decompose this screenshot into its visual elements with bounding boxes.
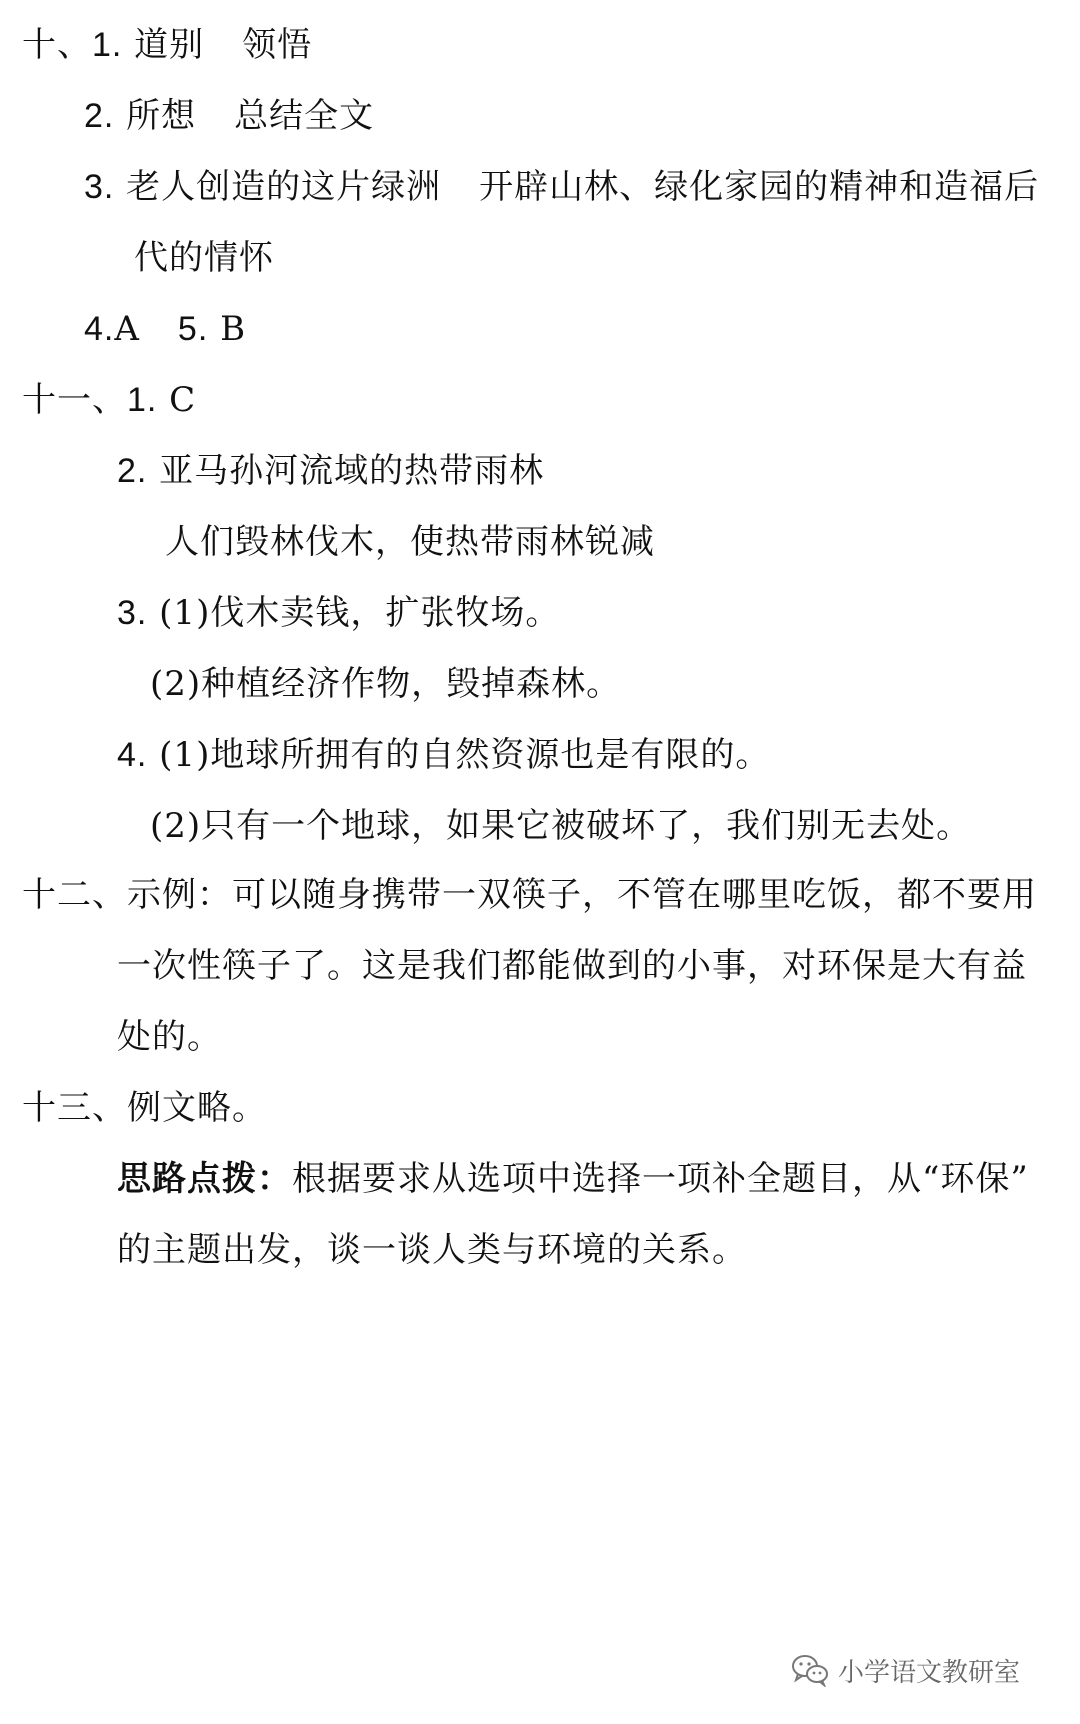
q13-number: 十三、 <box>22 1088 127 1128</box>
q11-line-4 <box>117 732 770 778</box>
q12-line-1 <box>22 872 1037 918</box>
q10-line-2 <box>84 93 374 139</box>
q10-line-3 <box>84 164 1039 210</box>
q10-item1-answer-b: 领悟 <box>242 25 313 65</box>
q13-tip-label: 思路点拨： <box>117 1159 292 1199</box>
watermark-text: 小学语文教研室 <box>838 1657 1021 1688</box>
q10-item4-answer: A <box>114 309 140 349</box>
q11-item1-number: 1. <box>127 381 158 419</box>
wechat-icon <box>790 1653 830 1687</box>
q10-item1-number: 1. <box>92 26 123 64</box>
q11-item1-answer: C <box>169 380 197 420</box>
q11-item3-number: 3. <box>117 594 148 632</box>
q10-item2-answer-a: 所想 <box>126 96 197 136</box>
q10-item2-number: 2. <box>84 97 115 135</box>
q12-text-2: 一次性筷子了。这是我们都能做到的小事，对环保是大有益 <box>117 946 1027 986</box>
q11-number: 十一、 <box>22 380 127 420</box>
q11-item4-answer-b: (2)只有一个地球，如果它被破坏了，我们别无去处。 <box>150 806 972 846</box>
q11-item2-number: 2. <box>117 452 148 490</box>
q10-item3-answer-a: 老人创造的这片绿洲 <box>126 167 442 207</box>
q10-line-4 <box>84 306 246 352</box>
q11-line-1 <box>22 377 196 423</box>
q11-item2-answer-b: 人们毁林伐木，使热带雨林锐减 <box>165 522 655 562</box>
q10-number: 十、 <box>22 25 92 65</box>
q11-item3-answer-b: (2)种植经济作物，毁掉森林。 <box>150 664 622 704</box>
q11-item2-answer-a: 亚马孙河流域的热带雨林 <box>159 451 545 491</box>
q11-line-3 <box>117 590 560 636</box>
q10-item5-answer: B <box>220 309 247 349</box>
q10-item2-answer-b: 总结全文 <box>234 96 375 136</box>
q10-item3-answer-b: 开辟山林、绿化家园的精神和造福后 <box>479 167 1040 207</box>
q10-item3-number: 3. <box>84 168 115 206</box>
q10-item5-number: 5. <box>177 310 209 348</box>
q13-tip-text-1: 根据要求从选项中选择一项补全题目，从“环保” <box>292 1159 1029 1199</box>
q13-line-1 <box>22 1085 267 1131</box>
q11-item3-answer-a: (1)伐木卖钱，扩张牧场。 <box>159 593 561 633</box>
q10-item3-continuation: 代的情怀 <box>134 238 274 278</box>
q13-tip-text-2: 的主题出发，谈一谈人类与环境的关系。 <box>117 1230 747 1270</box>
q13-text-1: 例文略。 <box>127 1088 267 1128</box>
watermark <box>790 1650 1020 1690</box>
q12-text-3: 处的。 <box>117 1017 222 1057</box>
q11-item4-number: 4. <box>117 736 148 774</box>
q12-number: 十二、 <box>22 875 127 915</box>
q10-line-1 <box>22 22 312 68</box>
q10-item1-answer-a: 道别 <box>134 25 205 65</box>
q11-line-2 <box>117 448 544 494</box>
q13-tip-line-1 <box>117 1156 1029 1202</box>
q11-item4-answer-a: (1)地球所拥有的自然资源也是有限的。 <box>159 735 771 775</box>
q12-text-1: 示例：可以随身携带一双筷子，不管在哪里吃饭，都不要用 <box>127 875 1037 915</box>
q10-item4-number: 4. <box>84 310 115 348</box>
